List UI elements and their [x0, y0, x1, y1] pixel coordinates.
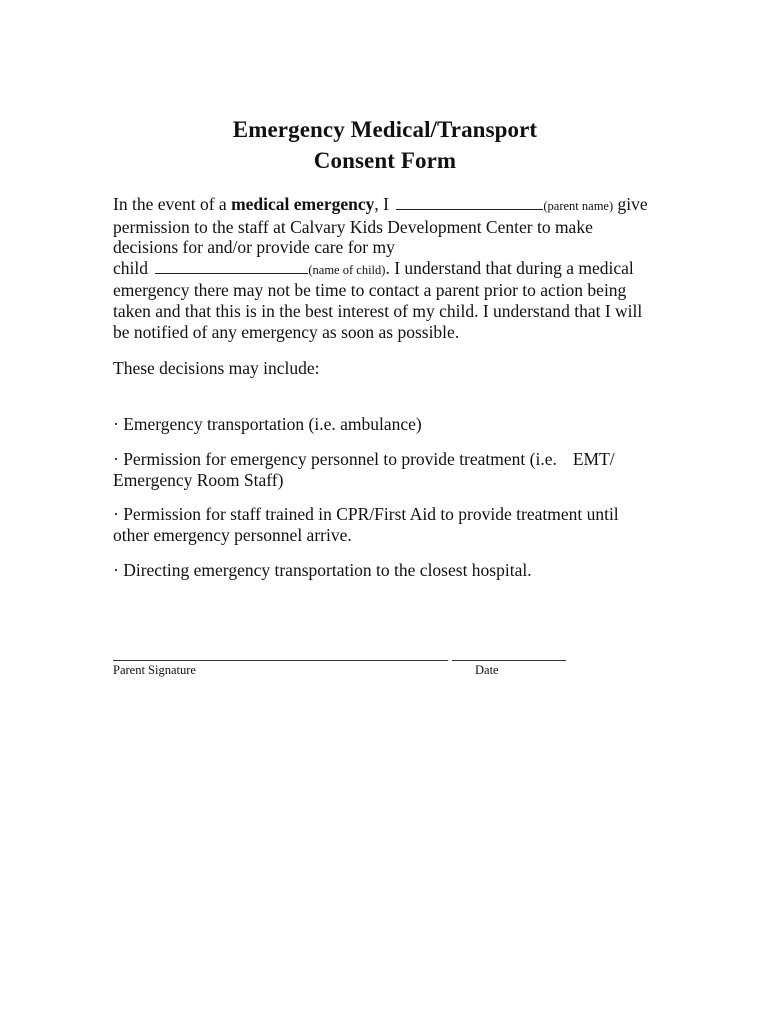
text-fragment: In the event of a	[113, 194, 232, 214]
text-fragment: , I	[374, 194, 394, 214]
bullet-staff-cpr	[113, 504, 619, 545]
form-title-line2: Consent Form	[313, 148, 457, 173]
paragraph-line-1	[113, 194, 683, 217]
text-fragment: give	[613, 194, 648, 214]
parent-name-hint: (parent name)	[543, 199, 614, 213]
text-fragment: EMT/	[572, 449, 615, 469]
bullet-line: Emergency Room Staff)	[113, 469, 284, 490]
bullet-line: · Permission for staff trained in CPR/First Aid to provide treatment until	[113, 504, 619, 524]
paragraph-line-3: decisions for and/or provide care for my	[113, 237, 395, 258]
bullet-emergency-transportation: · Emergency transportation (i.e. ambulance)	[113, 414, 422, 434]
text-fragment: child	[113, 257, 153, 278]
date-label: Date	[475, 663, 499, 677]
child-name-hint: (name of child)	[308, 262, 386, 277]
bullet-line	[113, 449, 615, 470]
paragraph-line-4	[113, 258, 683, 281]
decisions-intro: These decisions may include:	[113, 358, 320, 378]
paragraph-line-2: permission to the staff at Calvary Kids Development Center to make	[113, 216, 593, 237]
paragraph-line-5: emergency there may not be time to contact a parent prior to action being	[113, 280, 627, 301]
consent-paragraph	[113, 194, 683, 342]
child-name-blank[interactable]	[155, 259, 308, 274]
bullet-emergency-personnel	[113, 449, 615, 490]
form-title-line1: Emergency Medical/Transport	[232, 117, 538, 142]
parent-name-blank[interactable]	[396, 195, 543, 210]
parent-signature-label: Parent Signature	[113, 663, 196, 677]
medical-emergency-emphasis: medical emergency	[231, 194, 375, 214]
bullet-closest-hospital: · Directing emergency transportation to the closest hospital.	[113, 560, 532, 580]
text-fragment: . I understand that during a medical	[385, 257, 634, 278]
text-fragment: · Permission for emergency personnel to provide treatment (i.e.	[113, 449, 557, 469]
paragraph-line-7: be notified of any emergency as soon as possible.	[113, 321, 460, 342]
date-line[interactable]	[452, 660, 566, 661]
bullet-line: other emergency personnel arrive.	[113, 524, 352, 545]
paragraph-line-6: taken and that this is in the best interest of my child. I understand that I will	[113, 300, 643, 321]
parent-signature-line[interactable]	[113, 660, 448, 661]
